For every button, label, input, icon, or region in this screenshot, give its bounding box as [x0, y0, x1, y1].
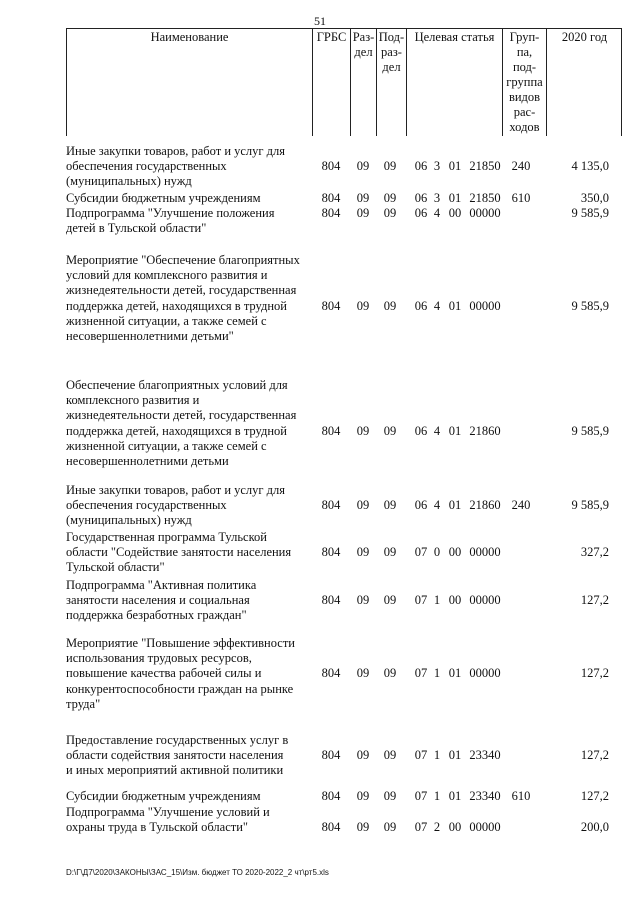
- row-grbs: 804: [321, 206, 341, 220]
- row-amount: 9 585,9: [571, 298, 609, 313]
- file-path-footer: D:\Г\Д7\2020\ЗАКОНЫ\ЗАС_15\Изм. бюджет ТО 2020-2022_2 чт\рт5.xls: [66, 868, 329, 877]
- row-target-direction: 21850: [469, 159, 501, 174]
- row-target-event: 01: [448, 423, 462, 438]
- row-grbs: 804: [321, 498, 341, 513]
- row-name-line: жизненной ситуации, а также семей с: [66, 438, 267, 453]
- header-group: [502, 28, 546, 136]
- row-grbs: 804: [321, 159, 341, 174]
- row-grbs: 804: [321, 820, 341, 835]
- row-target-program: 07: [414, 666, 428, 681]
- row-target-program: 07: [414, 545, 428, 560]
- row-amount: 9 585,9: [571, 206, 609, 220]
- row-name-line: конкурентоспособности граждан на рынке: [66, 681, 294, 696]
- header-group-line: Груп-: [509, 30, 540, 44]
- row-target-direction: 23340: [469, 789, 501, 803]
- row-target-program: 06: [414, 423, 428, 438]
- row-name: [66, 636, 316, 712]
- row-name-line: детей в Тульской области": [66, 221, 207, 236]
- row-name-line: обеспечения государственных: [66, 498, 227, 513]
- row-name-line: поддержка безработных граждан": [66, 608, 247, 623]
- row-target-direction: 00000: [469, 593, 501, 608]
- header-group-line: группа: [506, 75, 543, 89]
- row-target-direction: 21850: [469, 191, 501, 205]
- row-podrazdel: 09: [383, 159, 397, 174]
- row-target-subprogram: 1: [433, 748, 441, 763]
- row-name: [66, 789, 316, 804]
- row-target-event: 01: [448, 666, 462, 681]
- row-name-line: обеспечения государственных: [66, 159, 227, 174]
- row-razdel: 09: [356, 666, 370, 681]
- row-target-subprogram: 3: [433, 159, 441, 174]
- row-group: 240: [511, 159, 531, 174]
- row-name-line: поддержка детей, находящихся в трудной: [66, 298, 287, 313]
- row-target-direction: 00000: [469, 206, 501, 220]
- row-target-event: 00: [448, 206, 462, 220]
- row-podrazdel: 09: [383, 820, 397, 835]
- row-target-subprogram: 4: [433, 298, 441, 313]
- row-target-program: 07: [414, 820, 428, 835]
- row-target-program: 07: [414, 593, 428, 608]
- row-razdel: 09: [356, 298, 370, 313]
- row-target-direction: 21860: [469, 498, 501, 513]
- row-target-event: 01: [448, 498, 462, 513]
- row-target-subprogram: 1: [433, 789, 441, 803]
- row-target-direction: 23340: [469, 748, 501, 763]
- row-razdel: 09: [356, 545, 370, 560]
- row-target-event: 01: [448, 789, 462, 803]
- header-year-text: 2020 год: [561, 30, 608, 44]
- row-name-line: Субсидии бюджетным учреждениям: [66, 789, 261, 803]
- row-amount: 200,0: [580, 820, 609, 835]
- row-name-line: Обеспечение благоприятных условий для: [66, 378, 288, 392]
- header-group-line: видов: [508, 90, 541, 104]
- row-razdel: 09: [356, 191, 370, 205]
- row-name-line: Субсидии бюджетным учреждениям: [66, 191, 261, 205]
- row-name: [66, 483, 316, 529]
- row-target-direction: 21860: [469, 423, 501, 438]
- row-name: [66, 206, 316, 236]
- row-target-program: 07: [414, 789, 428, 803]
- header-name-text: Наименование: [150, 30, 229, 44]
- row-name-line: несовершеннолетними детьми": [66, 329, 234, 344]
- row-name-line: жизненной ситуации, а также семей с: [66, 313, 267, 328]
- header-podrazdel-line: раз-: [381, 45, 402, 59]
- row-name-line: труда": [66, 696, 101, 711]
- page-number: 51: [314, 14, 326, 28]
- row-target-program: 06: [414, 191, 428, 205]
- row-target-subprogram: 4: [433, 423, 441, 438]
- row-name-line: условий для комплексного развития и: [66, 268, 268, 283]
- row-grbs: 804: [321, 545, 341, 560]
- row-target-event: 00: [448, 820, 462, 835]
- row-razdel: 09: [356, 593, 370, 608]
- row-name: [66, 144, 316, 190]
- header-name: [66, 28, 312, 136]
- row-name-line: занятости населения и социальная: [66, 593, 250, 608]
- row-podrazdel: 09: [383, 748, 397, 763]
- row-name-line: Иные закупки товаров, работ и услуг для: [66, 483, 286, 497]
- row-razdel: 09: [356, 789, 370, 803]
- row-name-line: Подпрограмма "Активная политика: [66, 578, 257, 592]
- header-group-line: рас-: [513, 105, 536, 119]
- row-name-line: Мероприятие "Обеспечение благоприятных: [66, 253, 300, 267]
- row-grbs: 804: [321, 789, 341, 803]
- row-podrazdel: 09: [383, 298, 397, 313]
- row-grbs: 804: [321, 666, 341, 681]
- row-target-subprogram: 1: [433, 593, 441, 608]
- row-razdel: 09: [356, 820, 370, 835]
- row-name: [66, 733, 316, 779]
- header-group-line: ходов: [509, 120, 540, 134]
- row-target-program: 07: [414, 748, 428, 763]
- row-target-subprogram: 3: [433, 191, 441, 205]
- row-name: [66, 253, 316, 344]
- row-target-event: 01: [448, 159, 462, 174]
- row-name-line: Тульской области": [66, 560, 165, 575]
- row-amount: 350,0: [580, 191, 609, 205]
- header-year: [546, 28, 622, 136]
- row-name-line: области "Содействие занятости населения: [66, 545, 292, 560]
- row-razdel: 09: [356, 498, 370, 513]
- row-grbs: 804: [321, 748, 341, 763]
- row-razdel: 09: [356, 159, 370, 174]
- header-group-line: под-: [512, 60, 537, 74]
- row-target-event: 01: [448, 748, 462, 763]
- row-target-event: 00: [448, 593, 462, 608]
- row-target-direction: 00000: [469, 545, 501, 560]
- row-group: 240: [511, 498, 531, 513]
- row-target-subprogram: 4: [433, 206, 441, 220]
- row-name-line: несовершеннолетними детьми: [66, 454, 229, 469]
- row-target-subprogram: 4: [433, 498, 441, 513]
- row-podrazdel: 09: [383, 789, 397, 803]
- header-grbs: [312, 28, 350, 136]
- row-target-direction: 00000: [469, 298, 501, 313]
- row-target-direction: 00000: [469, 666, 501, 681]
- row-podrazdel: 09: [383, 206, 397, 220]
- row-podrazdel: 09: [383, 191, 397, 205]
- row-razdel: 09: [356, 748, 370, 763]
- row-name-line: использования трудовых ресурсов,: [66, 651, 252, 666]
- header-razdel-line: Раз-: [352, 30, 375, 44]
- row-name-line: Иные закупки товаров, работ и услуг для: [66, 144, 286, 158]
- row-target-event: 01: [448, 191, 462, 205]
- row-name-line: Мероприятие "Повышение эффективности: [66, 636, 295, 650]
- row-podrazdel: 09: [383, 666, 397, 681]
- row-name-line: поддержка детей, находящихся в трудной: [66, 423, 287, 438]
- row-name: [66, 378, 316, 469]
- row-name-line: Подпрограмма "Улучшение положения: [66, 206, 275, 220]
- row-amount: 127,2: [580, 593, 609, 608]
- row-target-subprogram: 2: [433, 820, 441, 835]
- row-grbs: 804: [321, 593, 341, 608]
- row-target-event: 00: [448, 545, 462, 560]
- row-target-program: 06: [414, 206, 428, 220]
- row-group: 610: [511, 789, 531, 803]
- row-name: [66, 191, 316, 206]
- row-razdel: 09: [356, 423, 370, 438]
- header-group-line: па,: [516, 45, 533, 59]
- header-podrazdel-line: дел: [382, 60, 401, 74]
- row-name-line: области содействия занятости населения: [66, 748, 284, 763]
- row-target-program: 06: [414, 298, 428, 313]
- row-name-line: и иных мероприятий активной политики: [66, 763, 284, 778]
- row-amount: 327,2: [580, 545, 609, 560]
- row-name-line: жизнедеятельности детей, государственная: [66, 408, 297, 423]
- header-target-text: Целевая статья: [414, 30, 495, 44]
- row-amount: 127,2: [580, 748, 609, 763]
- header-grbs-text: ГРБС: [316, 30, 347, 44]
- row-target-program: 06: [414, 498, 428, 513]
- row-name-line: Предоставление государственных услуг в: [66, 733, 289, 747]
- row-amount: 127,2: [580, 666, 609, 681]
- row-name-line: (муниципальных) нужд: [66, 174, 192, 189]
- row-name-line: охраны труда в Тульской области": [66, 820, 249, 835]
- row-grbs: 804: [321, 298, 341, 313]
- row-podrazdel: 09: [383, 498, 397, 513]
- header-razdel: [350, 28, 376, 136]
- row-amount: 4 135,0: [571, 159, 609, 174]
- row-name: [66, 530, 316, 576]
- row-amount: 127,2: [580, 789, 609, 803]
- row-grbs: 804: [321, 423, 341, 438]
- row-name: [66, 805, 316, 835]
- row-group: 610: [511, 191, 531, 205]
- header-target: [406, 28, 502, 136]
- row-amount: 9 585,9: [571, 498, 609, 513]
- header-razdel-line: дел: [354, 45, 373, 59]
- header-podrazdel-line: Под-: [378, 30, 405, 44]
- row-name-line: жизнедеятельности детей, государственная: [66, 283, 297, 298]
- row-name: [66, 578, 316, 624]
- row-name-line: (муниципальных) нужд: [66, 513, 192, 528]
- row-amount: 9 585,9: [571, 423, 609, 438]
- row-target-subprogram: 0: [433, 545, 441, 560]
- row-target-direction: 00000: [469, 820, 501, 835]
- row-grbs: 804: [321, 191, 341, 205]
- row-target-program: 06: [414, 159, 428, 174]
- row-name-line: повышение качества рабочей силы и: [66, 666, 262, 681]
- row-podrazdel: 09: [383, 593, 397, 608]
- row-name-line: Государственная программа Тульской: [66, 530, 267, 544]
- row-target-subprogram: 1: [433, 666, 441, 681]
- row-target-event: 01: [448, 298, 462, 313]
- row-name-line: Подпрограмма "Улучшение условий и: [66, 805, 270, 819]
- row-name-line: комплексного развития и: [66, 393, 200, 408]
- row-podrazdel: 09: [383, 423, 397, 438]
- row-razdel: 09: [356, 206, 370, 220]
- row-podrazdel: 09: [383, 545, 397, 560]
- header-podrazdel: [376, 28, 406, 136]
